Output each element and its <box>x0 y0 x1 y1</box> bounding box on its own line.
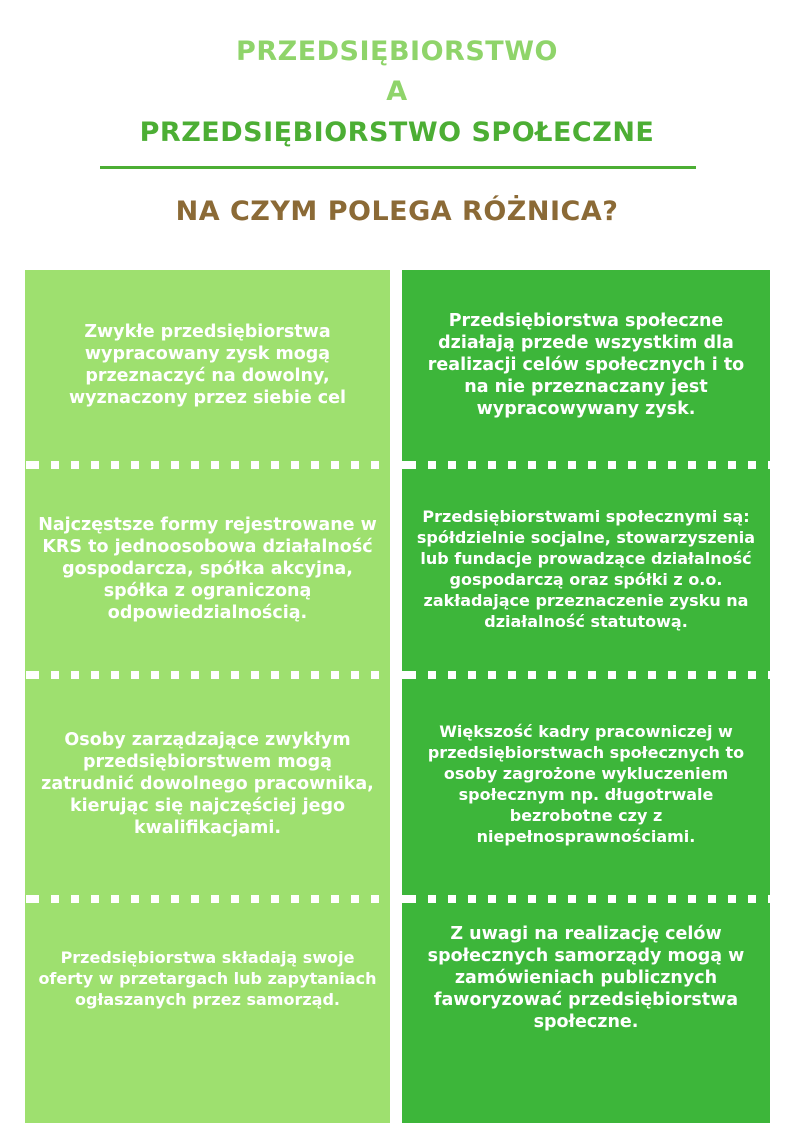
dotted-divider <box>25 895 390 903</box>
right-cell-1 <box>402 270 770 460</box>
left-cell-4 <box>25 903 390 1053</box>
left-cell-1-text: Zwykłe przedsiębiorstwa wypracowany zysk mogą przeznaczyć na dowolny, wyznaczony przez siebie cel <box>68 322 347 408</box>
subtitle: NA CZYM POLEGA RÓŻNICA? <box>175 196 619 227</box>
left-cell-2 <box>25 469 390 669</box>
left-cell-3-text: Osoby zarządzające zwykłym przedsiębiorstwem mogą zatrudnić dowolnego pracownika, kierując się najczęściej jego kwalifikacjami. <box>41 730 374 838</box>
column-regular-enterprise <box>25 270 390 1123</box>
left-cell-3 <box>25 679 390 889</box>
title-divider <box>100 166 696 169</box>
left-cell-4-text: Przedsiębiorstwa składają swoje oferty w przetargach lub zapytaniach ogłaszanych przez samorząd. <box>38 947 377 1009</box>
dotted-divider <box>402 461 770 469</box>
dotted-divider <box>25 671 390 679</box>
column-social-enterprise <box>402 270 770 1123</box>
title-line-3: PRZEDSIĘBIORSTWO SPOŁECZNE <box>139 117 655 148</box>
right-cell-3 <box>402 679 770 889</box>
dotted-divider <box>402 895 770 903</box>
right-cell-1-text: Przedsiębiorstwa społeczne działają przede wszystkim dla realizacji celów społecznych i to na nie przeznaczany jest wypracowywany zysk. <box>427 311 745 419</box>
left-cell-1 <box>25 270 390 460</box>
right-cell-4-text: Z uwagi na realizację celów społecznych samorządy mogą w zamówieniach publicznych faworyzować przedsiębiorstwa społeczne. <box>427 924 745 1032</box>
right-cell-4 <box>402 903 770 1053</box>
dotted-divider <box>402 671 770 679</box>
title-line-1: PRZEDSIĘBIORSTWO <box>236 36 558 67</box>
right-cell-2-text: Przedsiębiorstwami społecznymi są: spółdzielnie socjalne, stowarzyszenia lub fundacje prowadzące działalność gospodarczą oraz spółki z o.o. zakładające przeznaczenie zysku na działalność statutową. <box>416 507 756 631</box>
title-line-2: A <box>386 76 408 107</box>
left-cell-2-text: Najczęstsze formy rejestrowane w KRS to jednoosobowa działalność gospodarcza, spółka akcyjna, spółka z ograniczoną odpowiedzialnością. <box>38 515 377 623</box>
right-cell-2 <box>402 469 770 669</box>
dotted-divider <box>25 461 390 469</box>
right-cell-3-text: Większość kadry pracowniczej w przedsiębiorstwach społecznych to osoby zagrożone wykluczeniem społecznym np. długotrwale bezrobotne czy z niepełnosprawnościami. <box>427 722 745 846</box>
